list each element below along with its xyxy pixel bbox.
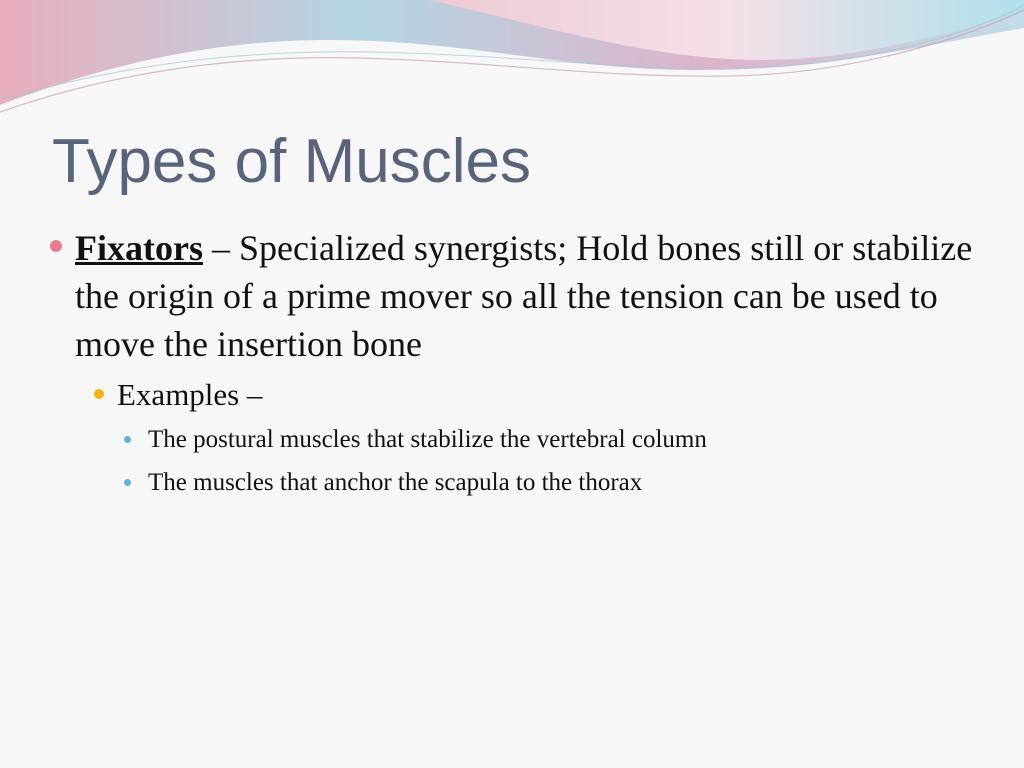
- sub-bullet-label: Examples –: [117, 377, 263, 412]
- bullet-dot-icon: [124, 436, 131, 443]
- example-item: [148, 423, 707, 457]
- sub-bullet-examples: [117, 375, 263, 415]
- example-item-text: The muscles that anchor the scapula to the thorax: [148, 469, 643, 496]
- example-item: [148, 466, 642, 500]
- bullet-term: Fixators: [75, 228, 203, 268]
- bullet-dot-icon: [124, 479, 131, 486]
- bullet-dot-icon: [94, 389, 104, 399]
- bullet-dot-icon: [50, 240, 62, 252]
- slide-title: Types of Muscles: [52, 127, 531, 196]
- example-item-text: The postural muscles that stabilize the vertebral column: [148, 426, 707, 453]
- bullet-text: – Specialized synergists; Hold bones still or stabilize the origin of a prime mover so all the tension can be used to move the insertion bone: [75, 228, 973, 364]
- decorative-wave-header: [0, 0, 1024, 140]
- bullet-fixators: [75, 224, 995, 368]
